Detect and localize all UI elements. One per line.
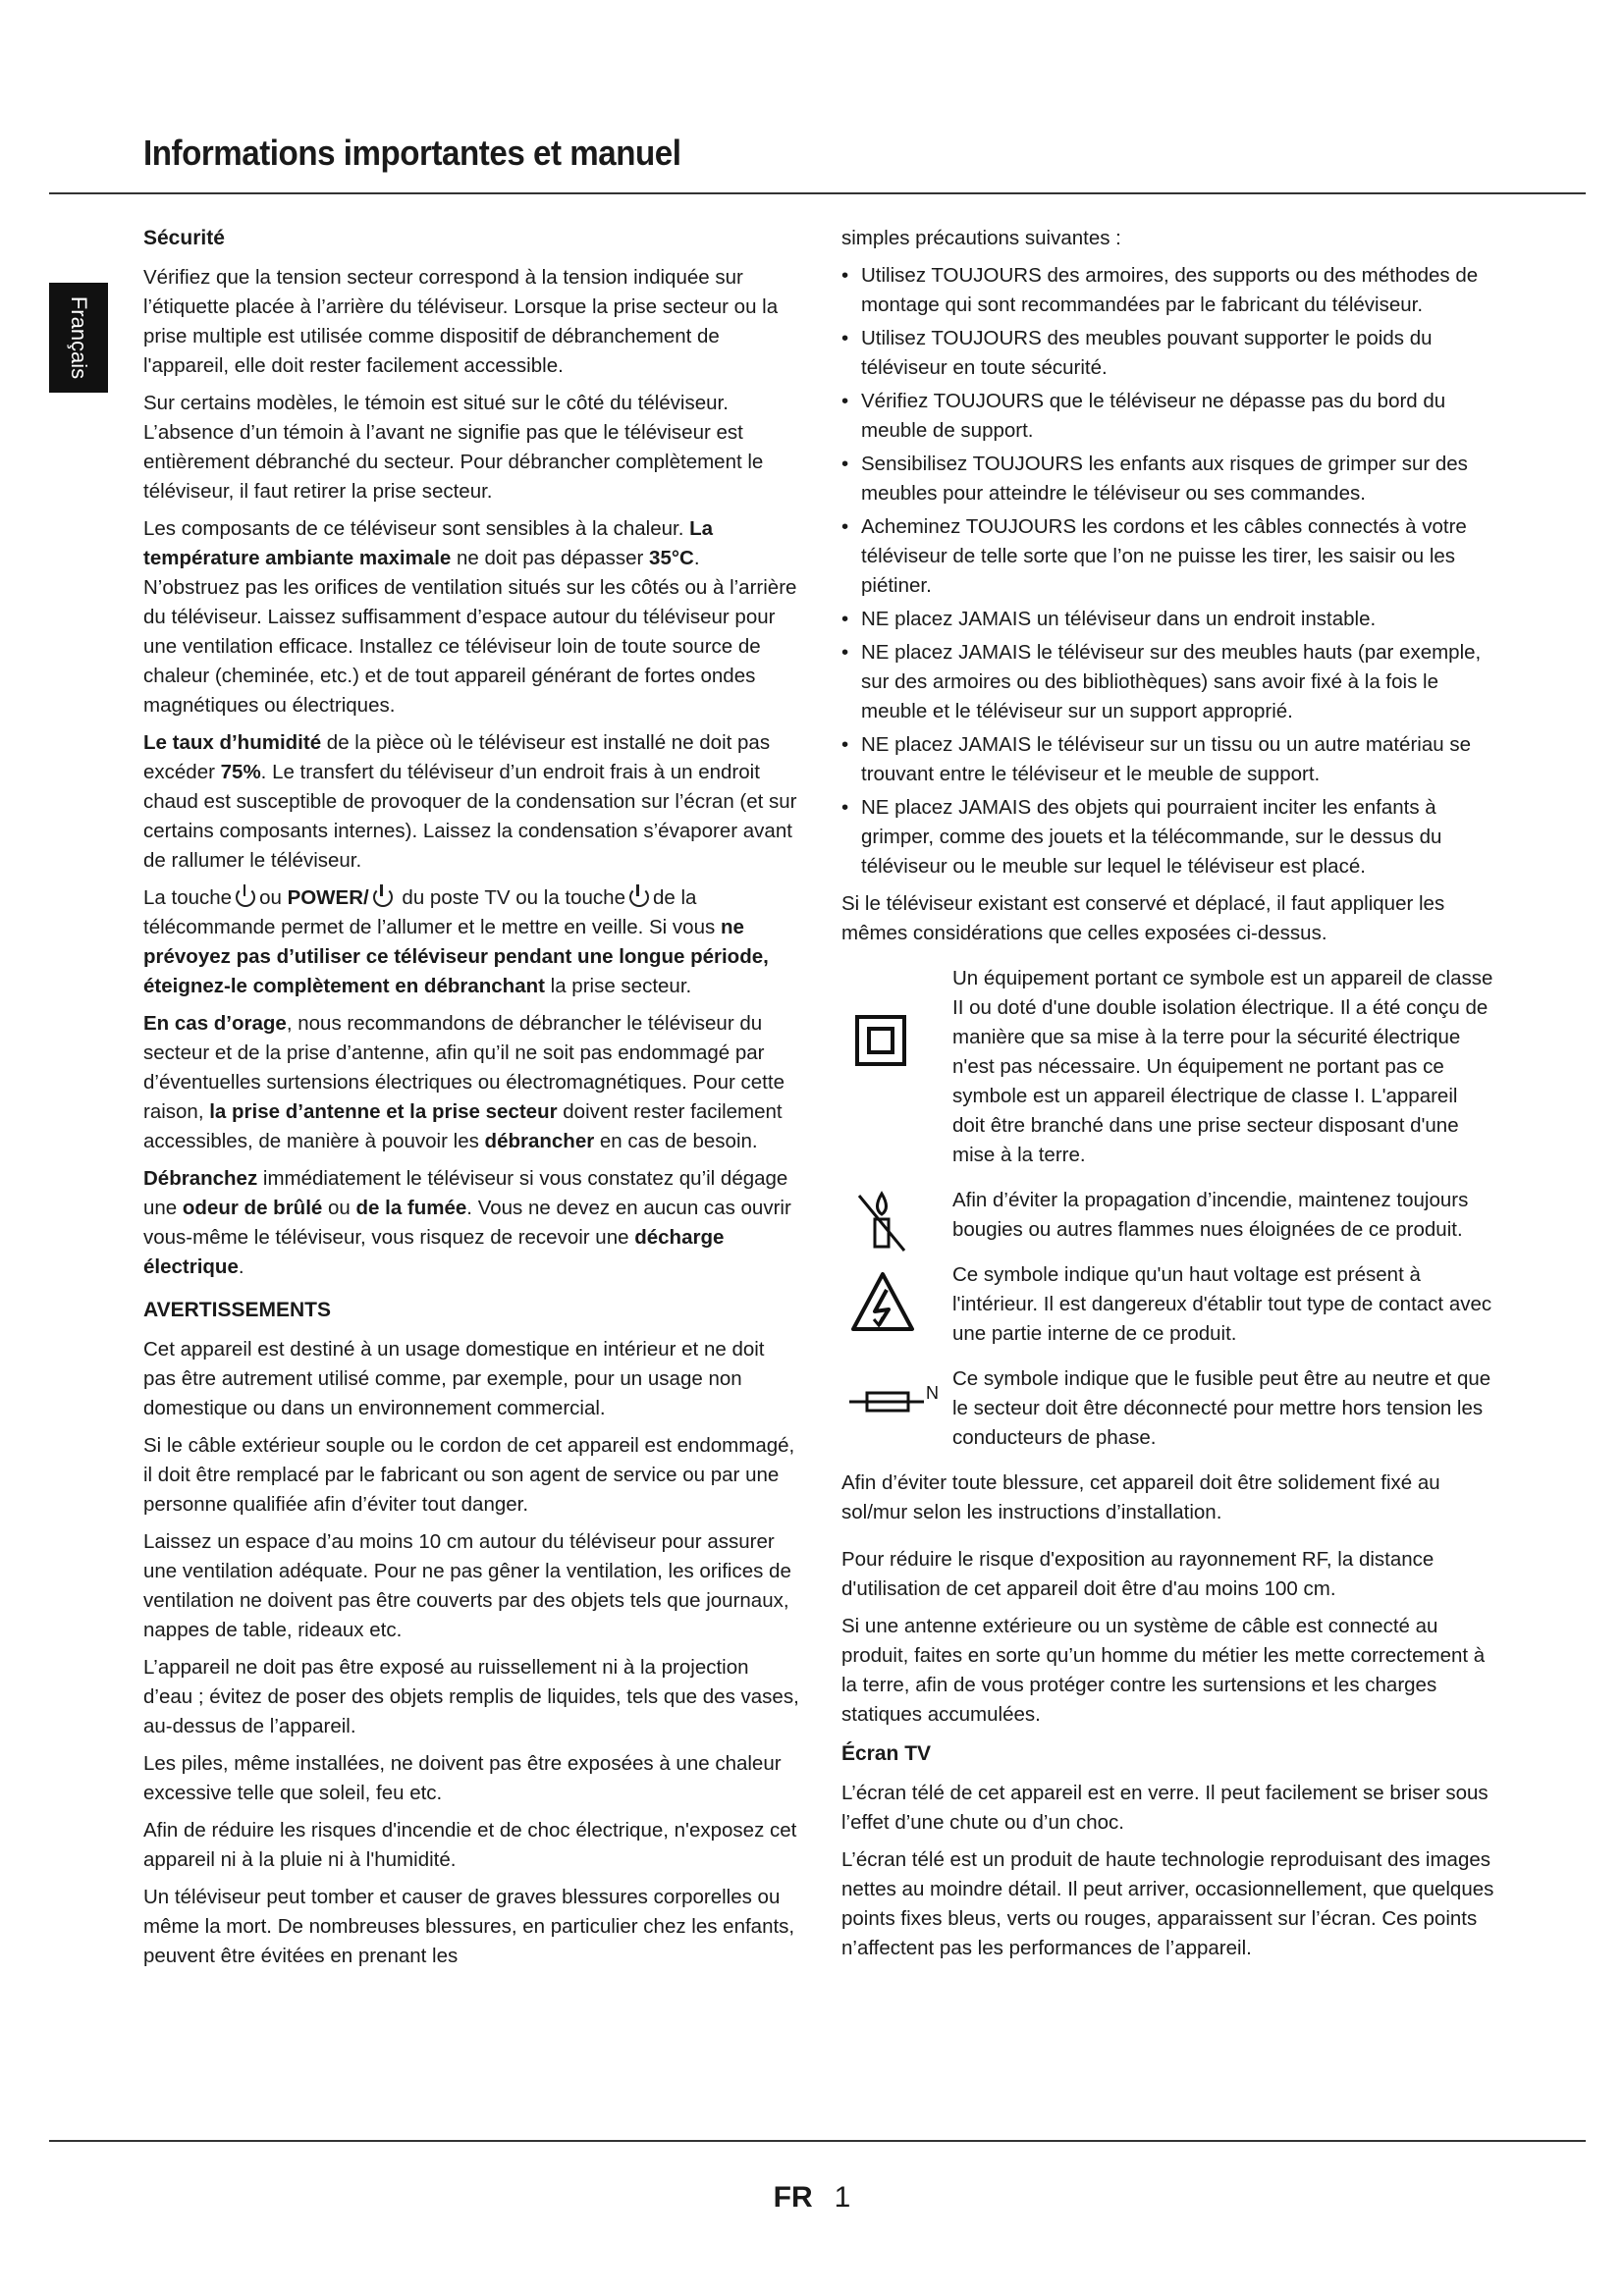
screen-glass-note: L’écran télé de cet appareil est en verre. Il peut facilement se briser sous l’effet d’une chute ou d’un choc. (841, 1782, 1489, 1834)
paragraph-voltage: Vérifiez que la tension secteur correspond à la tension indiquée sur l’étiquette placée à l’arrière du téléviseur. Lorsque la prise secteur ou la prise multiple est utilisée comme dispositif de débranchement de l'appareil, elle doit rester facilement accessible. (143, 266, 779, 377)
moved-tv-note: Si le téléviseur existant est conservé et déplacé, il faut appliquer les mêmes considérations que celles exposées ci-dessus. (841, 892, 1445, 944)
rf-exposure-note: Pour réduire le risque d'exposition au rayonnement RF, la distance d'utilisation de cet appareil doit être d'au moins 100 cm. (841, 1548, 1435, 1600)
paragraph-heat: Les composants de ce téléviseur sont sensibles à la chaleur. La température ambiante maximale ne doit pas dépasser 35°C. N’obstruez pas les orifices de ventilation situés sur les côtés ou à l’arrière du téléviseur. Laissez suffisamment d’espace autour du téléviseur pour une ventilation efficace. Installez ce téléviseur loin de toute source de chaleur (cheminée, etc.) et de tout appareil générant de fortes ondes magnétiques ou électriques. (143, 517, 797, 717)
class-ii-symbol-block (841, 964, 1495, 1170)
fuse-text: Ce symbole indique que le fusible peut être au neutre et que le secteur doit être déconnecté pour mettre hors tension les conducteurs de phase. (952, 1367, 1491, 1449)
list-item: • NE placez JAMAIS un téléviseur dans un endroit instable. (841, 605, 1495, 634)
double-insulation-icon (841, 1001, 940, 1080)
fixing-note: Afin d’éviter toute blessure, cet appareil doit être solidement fixé au sol/mur selon les instructions d’installation. (841, 1471, 1440, 1523)
fuse-neutral-label: N (926, 1383, 939, 1403)
avertissements-heading: AVERTISSEMENTS (143, 1299, 331, 1321)
precautions-list (841, 261, 1495, 881)
warning-cable: Si le câble extérieur souple ou le cordon de cet appareil est endommagé, il doit être remplacé par le fabricant ou son agent de service ou par une personne qualifiée afin d’éviter tout danger. (143, 1434, 795, 1516)
power-icon (629, 887, 649, 907)
high-voltage-icon (841, 1268, 940, 1347)
left-column (143, 224, 799, 1979)
list-item: • Vérifiez TOUJOURS que le téléviseur ne dépasse pas du bord du meuble de support. (841, 387, 1495, 446)
class-ii-text: Un équipement portant ce symbole est un appareil de classe II ou doté d'une double isolation électrique. Il a été conçu de manière que sa mise à la terre pour la sécurité électrique n'est pas nécessaire. Un équipement ne portant pas ce symbole est un appareil électrique de classe I. L'appareil doit être branché dans une prise secteur disposant d'une mise à la terre. (952, 967, 1493, 1166)
power-icon (236, 887, 255, 907)
screen-pixels-note: L’écran télé est un produit de haute technologie reproduisant des images nettes au moindre détail. Il peut arriver, occasionnellement, que quelques points fixes bleus, verts ou rouges, apparaissent sur l’écran. Ces points n’affectent pas les performances de l’appareil. (841, 1848, 1494, 1959)
power-icon (373, 887, 393, 907)
footer-rule (49, 2140, 1586, 2142)
warning-batteries: Les piles, même installées, ne doivent pas être exposées à une chaleur excessive telle que soleil, feu etc. (143, 1752, 782, 1804)
no-candle-icon (841, 1186, 940, 1264)
warning-tip-over: Un téléviseur peut tomber et causer de graves blessures corporelles ou même la mort. De nombreuses blessures, en particulier chez les enfants, peuvent être évitées en prenant les (143, 1886, 795, 1967)
warning-ventilation: Laissez un espace d’au moins 10 cm autour du téléviseur pour assurer une ventilation adéquate. Pour ne pas gêner la ventilation, les orifices de ventilation ne doivent pas être couverts par des objets tels que journaux, nappes de table, rideaux etc. (143, 1530, 791, 1641)
fuse-neutral-icon (841, 1372, 940, 1431)
paragraph-power: La touche ou POWER/ du poste TV ou la touche de la télécommande permet de l’allumer et le mettre en veille. Si vous ne prévoyez pas d’utiliser ce téléviseur pendant une longue période, éteignez-le complètement en débranchant la prise secteur. (143, 886, 769, 997)
list-item: • Sensibilisez TOUJOURS les enfants aux risques de grimper sur des meubles pour atteindre le téléviseur ou ses commandes. (841, 450, 1495, 508)
footer-language-code: FR (773, 2181, 813, 2214)
warning-water: L’appareil ne doit pas être exposé au ruissellement ni à la projection d’eau ; évitez de poser des objets remplis de liquides, tels que des vases, au-dessus de l’appareil. (143, 1656, 799, 1737)
page-footer (0, 2181, 1624, 2215)
list-item: • Utilisez TOUJOURS des meubles pouvant supporter le poids du téléviseur en toute sécurité. (841, 324, 1495, 383)
list-item: • Acheminez TOUJOURS les cordons et les câbles connectés à votre téléviseur de telle sorte que l’on ne puisse les tirer, les saisir ou les piétiner. (841, 512, 1495, 601)
ecran-tv-heading: Écran TV (841, 1742, 932, 1765)
paragraph-storm: En cas d’orage, nous recommandons de débrancher le téléviseur du secteur et de la prise d’antenne, afin qu’il ne soit pas endommagé par d’éventuelles surtensions électriques ou électromagnétiques. Pour cette raison, la prise d’antenne et la prise secteur doivent rester facilement accessibles, de manière à pouvoir les débrancher en cas de besoin. (143, 1012, 785, 1152)
paragraph-smoke: Débranchez immédiatement le téléviseur si vous constatez qu’il dégage une odeur de brûlé ou de la fumée. Vous ne devez en aucun cas ouvrir vous-même le téléviseur, vous risquez de recevoir une décharge électrique. (143, 1167, 791, 1278)
flame-text: Afin d’éviter la propagation d’incendie, maintenez toujours bougies ou autres flammes nues éloignées de ce produit. (952, 1189, 1469, 1241)
list-item: • NE placez JAMAIS des objets qui pourraient inciter les enfants à grimper, comme des jouets et la télécommande, sur le dessus du téléviseur ou le meuble sur lequel le téléviseur est placé. (841, 793, 1495, 881)
page-title: Informations importantes et manuel (143, 133, 681, 173)
warning-domestic: Cet appareil est destiné à un usage domestique en intérieur et ne doit pas être autrement utilisé comme, par exemple, pour un usage non domestique ou dans un environnement commercial. (143, 1338, 765, 1419)
securite-heading: Sécurité (143, 227, 225, 249)
right-column (841, 224, 1495, 1971)
paragraph-indicator: Sur certains modèles, le témoin est situé sur le côté du téléviseur. L’absence d’un témoin à l’avant ne signifie pas que le téléviseur est entièrement débranché du secteur. Pour débrancher complètement le téléviseur, il faut retirer la prise secteur. (143, 392, 764, 503)
page-number: 1 (834, 2181, 851, 2214)
voltage-text: Ce symbole indique qu'un haut voltage est présent à l'intérieur. Il est dangereux d'établir tout type de contact avec une partie interne de ce produit. (952, 1263, 1492, 1345)
voltage-symbol-block (841, 1260, 1495, 1349)
precautions-intro: simples précautions suivantes : (841, 227, 1121, 249)
list-item: • NE placez JAMAIS le téléviseur sur un tissu ou un autre matériau se trouvant entre le téléviseur et le meuble de support. (841, 730, 1495, 789)
language-tab (49, 283, 108, 393)
antenna-grounding-note: Si une antenne extérieure ou un système de câble est connecté au produit, faites en sorte qu’un homme du métier les mette correctement à la terre, afin de vous protéger contre les surtensions et les charges statiques accumulées. (841, 1615, 1486, 1726)
paragraph-humidity: Le taux d’humidité de la pièce où le téléviseur est installé ne doit pas excéder 75%. Le transfert du téléviseur d’un endroit frais à un endroit chaud est susceptible de provoquer de la condensation sur l’écran (et sur certains composants internes). Laissez la condensation s’évaporer avant de rallumer le téléviseur. (143, 731, 797, 872)
header-rule (49, 192, 1586, 194)
list-item: • Utilisez TOUJOURS des armoires, des supports ou des méthodes de montage qui sont recommandées par le fabricant du téléviseur. (841, 261, 1495, 320)
flame-symbol-block (841, 1186, 1495, 1245)
list-item: • NE placez JAMAIS le téléviseur sur des meubles hauts (par exemple, sur des armoires ou des bibliothèques) sans avoir fixé à la fois le meuble et le téléviseur sur un support approprié. (841, 638, 1495, 726)
language-tab-label: Français (67, 295, 91, 380)
warning-rain: Afin de réduire les risques d'incendie et de choc électrique, n'exposez cet appareil ni à la pluie ni à l'humidité. (143, 1819, 797, 1871)
fuse-symbol-block (841, 1364, 1495, 1453)
